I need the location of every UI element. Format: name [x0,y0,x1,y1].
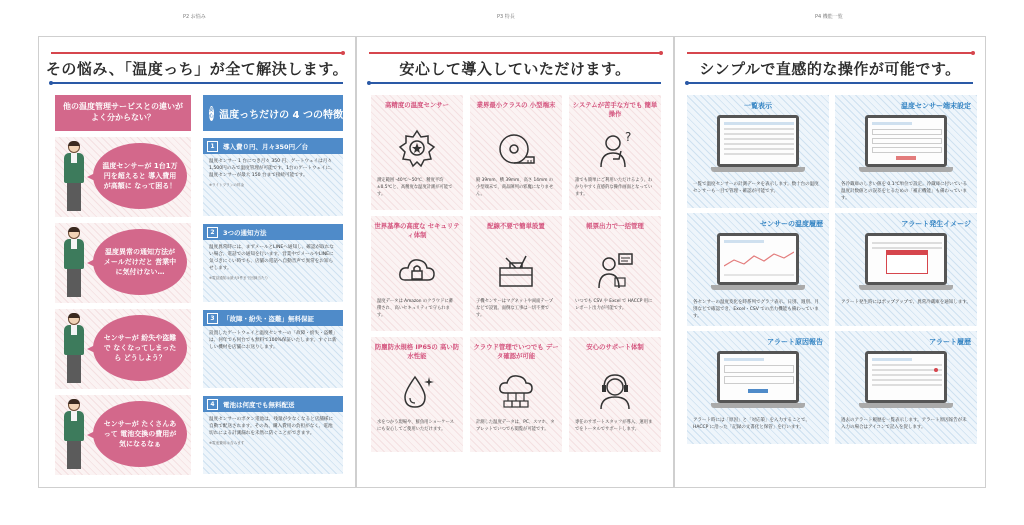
page-label-p3: P3 特長 [497,14,515,20]
staff-person-icon [61,313,87,385]
page-features [356,36,674,488]
blue-rule [687,82,973,84]
feature-header [203,396,343,412]
function-title: 一覧表示 [744,102,772,110]
feature-text: 温度異常時には、まずメールとLINEへ通知し、確認が取れない場合、電話での通知を行います。営業中でメールやLINEに気づきにくい時でも、店舗の電話へ自動音声で異常をお知らせします。 [209,245,334,271]
cell-text: 子機センサーはマグネットや両面テープなどで設置。面倒な工事は一切不要です。 [476,299,554,318]
function-title: センサーの温度履歴 [760,220,823,228]
function-cell [835,95,977,208]
svg-text:?: ? [625,130,632,144]
feature-cell [470,216,562,331]
blue-rule [51,82,343,84]
red-rule [369,52,661,54]
feature-number: 2 [207,227,218,238]
award-medal-icon [397,129,437,169]
cell-title: 防塵防水規格 IP65の 高い防水性能 [374,343,460,360]
red-rule [687,52,973,54]
feature-cell [371,95,463,210]
feature-note: ※電話通知は最大5件まで回線当たり [209,276,269,280]
problem-card [55,309,191,389]
anshin-badge: 安心 [209,106,214,121]
feature-card [203,224,343,302]
laptop-screen-icon [859,351,953,411]
problem-card [55,395,191,475]
feature-card [203,396,343,474]
function-text: 過去のアラート履歴を一覧表示します。アラート原因報告が未入力の場合はアイコンで記入を促します。 [841,418,967,430]
function-title: 温度センサー端末設定 [901,102,971,110]
function-text: アラート発生時にはポップアップで、異常冷蔵庫を通知します。 [841,300,971,305]
speech-bubble: センサーが 紛失や盗難で なくなってしまったら どうしよう？ [93,315,187,381]
feature-cell [470,337,562,452]
problem-card [55,137,191,217]
cloud-network-icon [496,371,536,411]
page-label-p4: P4 機能一覧 [815,14,843,20]
cell-text: 温度データは Amazon のクラウドに蓄積され、高いセキュリティで守られます。 [377,299,453,318]
function-title: アラート履歴 [929,338,971,346]
question-box: 他の温度管理サービスとの違いがよく分からない？ [55,95,191,131]
cell-text: 専任のサポートスタッフが導入、運用までをトータルでサポートします。 [575,420,653,432]
feature-title: 3つの通知方法 [223,228,267,237]
feature-text: 温度センサー 1 台につき月々 350 円、ゲートウェイは月々1,500円のみで温度管理が可能です。1台のゲートウェイに、温度センサーが最大 150 台まで接続可能です。 [209,159,335,178]
cell-text: 誰でも簡単にご利用いただけるよう、わかりやすく直感的な操作画面となっています。 [575,178,653,197]
page-problems [38,36,356,488]
feature-number: 1 [207,141,218,152]
cell-title: 高精度の温度センサー [385,101,449,109]
feature-text: 設置したゲートウェイと温度センサーの「故障・紛失・盗難」は、何年でも何台でも無料で100%保証いたします。すぐに新しい機材を店舗にお送りします。 [209,331,337,350]
problem-card [55,223,191,303]
feature-header [203,138,343,154]
blue-rule [369,82,661,84]
feature-number: 4 [207,399,218,410]
cell-text: 測定範囲 -40℃〜50℃、精度平均±0.5℃と、高精度な温度計測が可能です。 [377,178,453,197]
laptop-screen-icon [859,233,953,293]
function-title: アラート発生イメージ [901,220,971,228]
speech-bubble: 温度センサーが 1台1万円を超えると 導入費用が高額に なって困る！ [93,143,187,209]
function-cell [835,213,977,326]
feature-note: ※電池費用は含みます [209,441,245,445]
page-title: その悩み、「温度っち」が全て解決します。 [45,60,349,78]
staff-person-icon [61,399,87,471]
toolbox-icon [496,250,536,290]
cell-text: 縦 39mm、横 39mm、高さ 14mm の小型端末で、商品陳列の邪魔になりません。 [476,178,554,197]
report-person-icon [595,250,635,290]
cell-title: 業界最小クラスの 小型端末 [476,101,556,109]
feature-text: 温度センサーのボタン電池は、残量が少なくなると店舗様に自動で配送されます。その為、購入費用の負担がなく、電池切れによる計測漏れを未然に防ぐことができます。 [209,417,334,436]
feature-header [203,224,343,240]
feature-cell [470,95,562,210]
headset-support-icon [595,371,635,411]
speech-bubble: 温度異常の通知方法が メールだけだと 営業中に気付けない… [93,229,187,295]
cell-title: 安心のサポート体制 [586,343,644,351]
red-rule [51,52,343,54]
cell-title: 世界基準の高度な セキュリティ体制 [374,222,460,239]
laptop-screen-icon [711,351,805,411]
cell-text: 計測した温度データは、PC、スマホ、タブレットでいつでも閲覧が可能です。 [476,420,555,432]
function-cell [687,213,829,326]
function-text: アラート時には「原因」と「対応策」を入力することで、HACCP に沿った「記録の文書化と保管」を行います。 [693,418,810,430]
function-cell [687,331,829,444]
feature-cell [569,216,661,331]
feature-note: ※ライトプランの料金 [209,183,245,187]
feature-card [203,310,343,388]
confused-person-icon [595,129,635,169]
laptop-screen-icon [711,233,805,293]
function-text: 各センサーの温度変化を時系列でグラフ表示。日別、週別、月別などで確認でき、Excel・CSV での出力機能も備わっています。 [693,300,819,319]
tape-measure-icon [496,129,536,169]
feature-cell [371,216,463,331]
feature-cell [569,337,661,452]
cell-title: システムが苦手な方でも 簡単操作 [572,101,658,118]
staff-person-icon [61,141,87,213]
cell-title: 配線不要で簡単設置 [487,222,545,230]
function-cell [687,95,829,208]
page-functions [674,36,986,488]
feature-title: 「故障・紛失・盗難」無料保証 [223,314,314,323]
feature-title: 導入費０円、月々350円／台 [223,142,309,151]
feature-cell [569,95,661,210]
page-title: 安心して導入していただけます。 [399,60,631,78]
page-title: シンプルで直感的な操作が可能です。 [699,60,961,78]
cloud-lock-icon [397,250,437,290]
feature-header [203,310,343,326]
feature-title: 電池は何度でも無料配送 [223,400,295,409]
cell-title: クラウド管理でいつでも データ確認が可能 [473,343,559,360]
cell-text: いつでも CSV や Excel で HACCP 用にレポート出力が可能です。 [575,299,653,311]
function-cell [835,331,977,444]
features-header [203,95,343,131]
laptop-screen-icon [859,115,953,175]
feature-card [203,138,343,216]
staff-person-icon [61,227,87,299]
page-label-p2: P2 お悩み [183,14,206,20]
speech-bubble: センサーが たくさんあって 電池交換の費用が 気になるなぁ [93,401,187,467]
cell-title: 帳票出力で一括管理 [586,222,644,230]
cell-text: 水をつかう現場や、鮮魚用ショーケースにも安心してご使用いただけます。 [377,420,454,432]
water-drop-icon [397,371,437,411]
feature-cell [371,337,463,452]
feature-number: 3 [207,313,218,324]
function-text: 一覧で温度センサーの計測データを表示します。数十台の温度センサーも一目で管理・確認が可能です。 [693,182,819,194]
laptop-screen-icon [711,115,805,175]
function-text: 各冷蔵庫のしきい値を 0.1℃単位で設定。冷蔵庫に付いている温度計数値との誤差をとるための「補正機能」も備わっています。 [841,182,968,201]
features-title: 温度っちだけの 4 つの特徴 [219,109,343,121]
function-title: アラート原因報告 [767,338,823,346]
